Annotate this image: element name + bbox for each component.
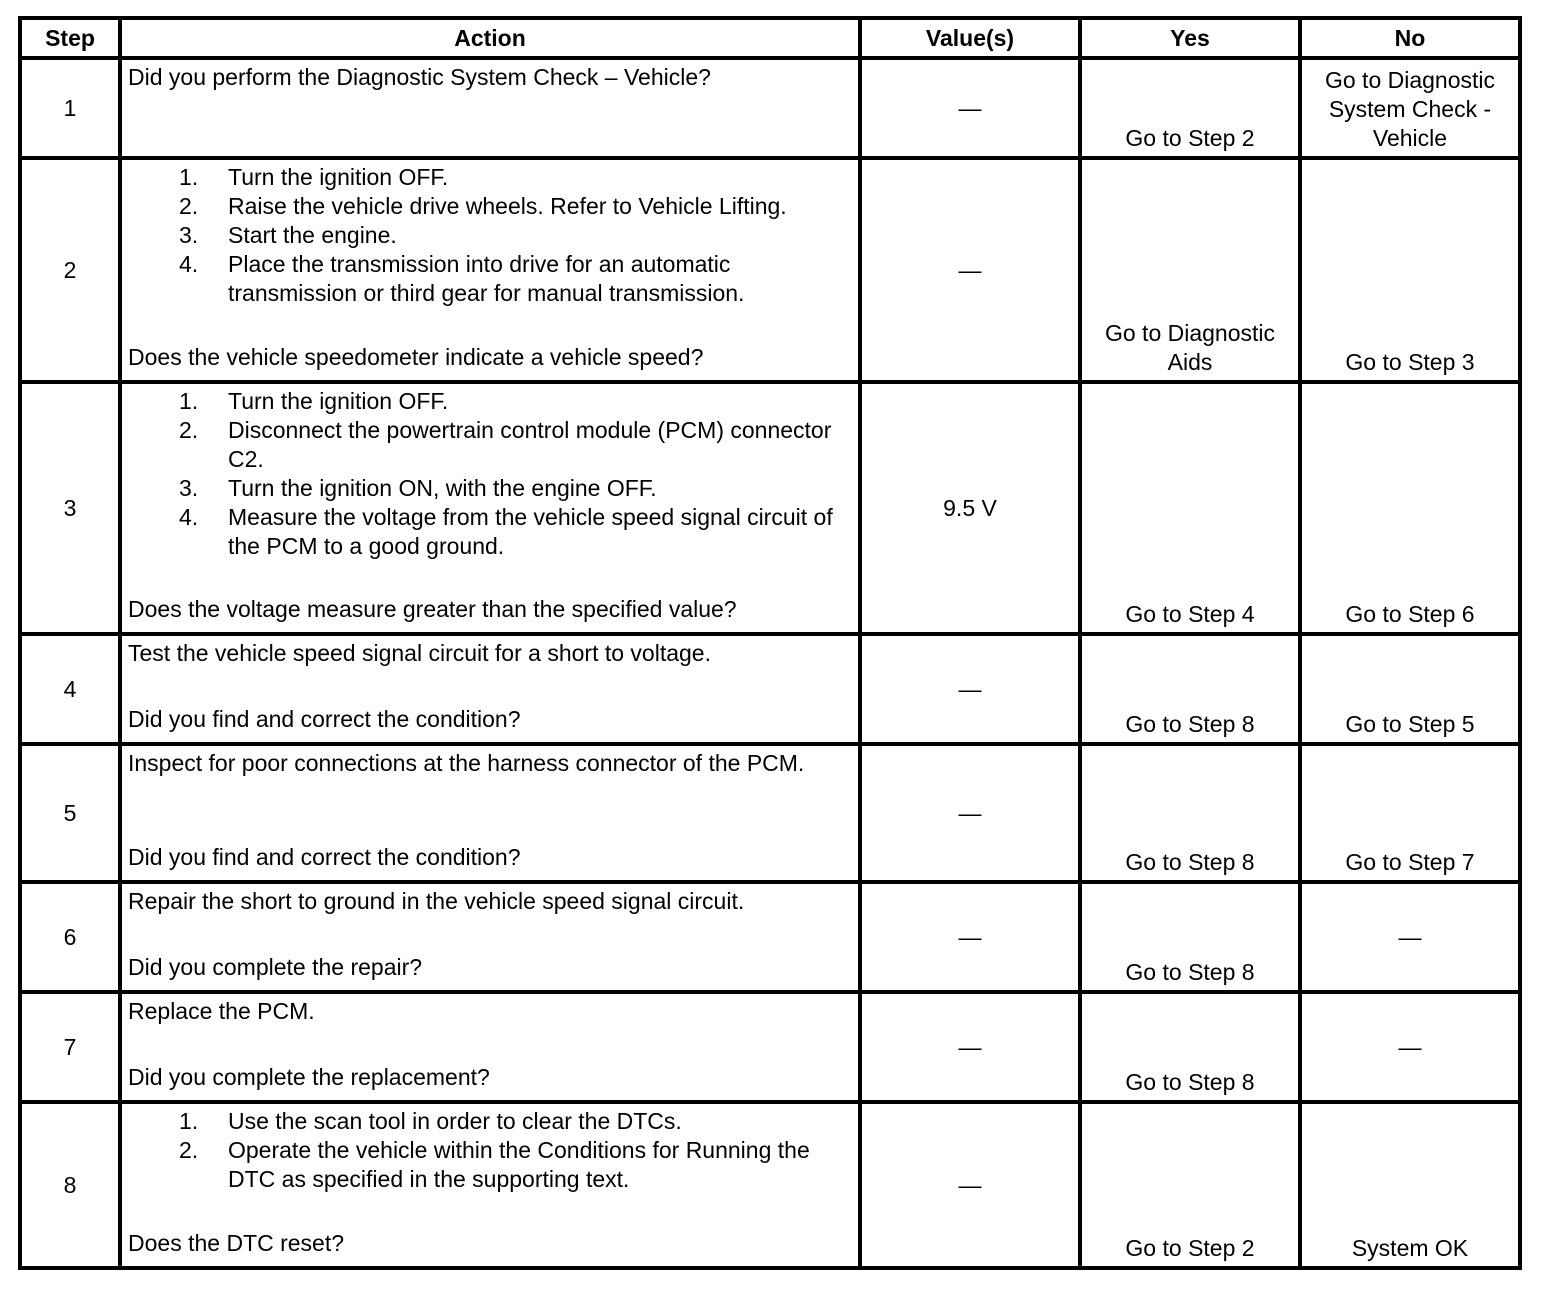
yes-cell: Go to Diagnostic Aids xyxy=(1080,158,1300,382)
action-question: Did you find and correct the condition? xyxy=(128,706,521,732)
list-item: 3. Start the engine. xyxy=(179,222,397,248)
action-intro: Inspect for poor connections at the harness connector of the PCM. xyxy=(128,750,805,776)
no-cell: System OK xyxy=(1300,1102,1520,1268)
action-question: Does the voltage measure greater than the specified value? xyxy=(128,596,737,622)
action-question: Did you find and correct the condition? xyxy=(128,844,521,870)
action-cell xyxy=(120,992,860,1102)
action-cell xyxy=(120,744,860,882)
list-item: 4. Place the transmission into drive for an automatic transmission or third gear for manual transmission. xyxy=(179,251,745,306)
action-cell xyxy=(120,634,860,744)
header-action: Action xyxy=(120,18,860,58)
value-cell: — xyxy=(860,634,1080,744)
no-cell: Go to Step 7 xyxy=(1300,744,1520,882)
table-row xyxy=(20,382,1520,634)
table-row xyxy=(20,634,1520,744)
header-step: Step xyxy=(20,18,120,58)
action-steps xyxy=(128,387,852,561)
yes-cell: Go to Step 8 xyxy=(1080,882,1300,992)
step-number: 3 xyxy=(20,382,120,634)
action-question: Did you complete the repair? xyxy=(128,954,423,980)
table-row xyxy=(20,1102,1520,1268)
value-cell: 9.5 V xyxy=(860,382,1080,634)
diagnostic-table xyxy=(18,16,1522,1270)
action-steps xyxy=(128,1107,852,1194)
action-question: Does the vehicle speedometer indicate a vehicle speed? xyxy=(128,344,704,370)
table-row xyxy=(20,58,1520,158)
yes-cell: Go to Step 8 xyxy=(1080,634,1300,744)
value-cell: — xyxy=(860,882,1080,992)
yes-cell: Go to Step 2 xyxy=(1080,58,1300,158)
value-cell: — xyxy=(860,58,1080,158)
action-cell xyxy=(120,1102,860,1268)
action-cell xyxy=(120,382,860,634)
action-cell xyxy=(120,882,860,992)
action-intro: Repair the short to ground in the vehicle speed signal circuit. xyxy=(128,888,745,914)
no-cell: Go to Step 3 xyxy=(1300,158,1520,382)
no-cell: — xyxy=(1300,882,1520,992)
list-item: 4. Measure the voltage from the vehicle speed signal circuit of the PCM to a good ground. xyxy=(179,504,833,559)
yes-cell: Go to Step 2 xyxy=(1080,1102,1300,1268)
no-cell: Go to Diagnostic System Check - Vehicle xyxy=(1300,58,1520,158)
yes-cell: Go to Step 8 xyxy=(1080,744,1300,882)
step-number: 7 xyxy=(20,992,120,1102)
table-row xyxy=(20,882,1520,992)
action-intro: Test the vehicle speed signal circuit for a short to voltage. xyxy=(128,640,711,666)
value-cell: — xyxy=(860,744,1080,882)
header-yes: Yes xyxy=(1080,18,1300,58)
list-item: 2. Operate the vehicle within the Conditions for Running the DTC as specified in the supporting text. xyxy=(179,1137,810,1192)
action-question: Does the DTC reset? xyxy=(128,1230,345,1256)
yes-cell: Go to Step 4 xyxy=(1080,382,1300,634)
action-question: Did you complete the replacement? xyxy=(128,1064,490,1090)
step-number: 2 xyxy=(20,158,120,382)
table-row xyxy=(20,992,1520,1102)
step-number: 4 xyxy=(20,634,120,744)
table-row xyxy=(20,158,1520,382)
header-row xyxy=(20,18,1520,58)
no-cell: — xyxy=(1300,992,1520,1102)
list-item: 3. Turn the ignition ON, with the engine OFF. xyxy=(179,475,657,501)
table-row xyxy=(20,744,1520,882)
list-item: 2. Raise the vehicle drive wheels. Refer to Vehicle Lifting. xyxy=(179,193,787,219)
value-cell: — xyxy=(860,158,1080,382)
action-cell xyxy=(120,158,860,382)
step-number: 5 xyxy=(20,744,120,882)
action-intro: Replace the PCM. xyxy=(128,998,315,1024)
list-item: 1. Turn the ignition OFF. xyxy=(179,388,449,414)
action-steps xyxy=(128,163,852,308)
list-item: 1. Turn the ignition OFF. xyxy=(179,164,449,190)
list-item: 1. Use the scan tool in order to clear the DTCs. xyxy=(179,1108,682,1134)
no-cell: Go to Step 5 xyxy=(1300,634,1520,744)
yes-cell: Go to Step 8 xyxy=(1080,992,1300,1102)
action-intro: Did you perform the Diagnostic System Check – Vehicle? xyxy=(128,64,711,90)
value-cell: — xyxy=(860,1102,1080,1268)
step-number: 8 xyxy=(20,1102,120,1268)
action-cell xyxy=(120,58,860,158)
step-number: 6 xyxy=(20,882,120,992)
no-cell: Go to Step 6 xyxy=(1300,382,1520,634)
step-number: 1 xyxy=(20,58,120,158)
header-no: No xyxy=(1300,18,1520,58)
value-cell: — xyxy=(860,992,1080,1102)
list-item: 2. Disconnect the powertrain control module (PCM) connector C2. xyxy=(179,417,832,472)
header-value: Value(s) xyxy=(860,18,1080,58)
